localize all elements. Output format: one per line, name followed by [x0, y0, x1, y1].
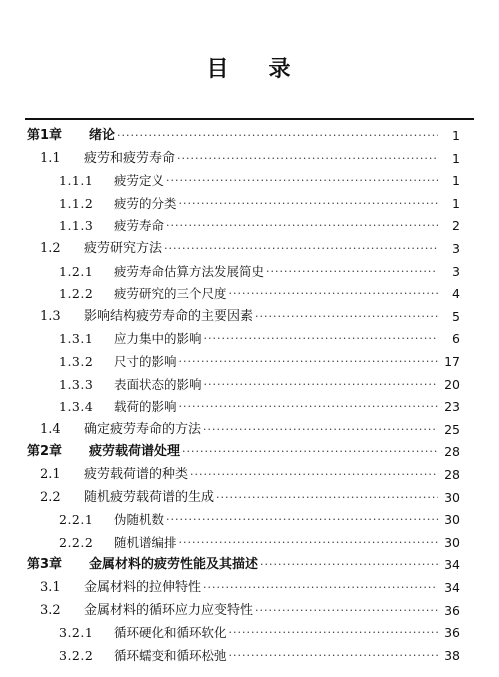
toc-section-entry[interactable]	[59, 261, 460, 283]
toc-leader-dots	[179, 193, 438, 215]
toc-section-entry[interactable]	[59, 622, 460, 644]
toc-entry-title: 循环硬化和循环软化	[114, 625, 227, 641]
toc-leader-dots	[164, 238, 438, 260]
title-divider	[25, 118, 474, 120]
toc-leader-dots	[229, 645, 438, 667]
toc-chapter-entry[interactable]	[27, 554, 460, 576]
page-title-right: 录	[268, 57, 293, 82]
toc-section-entry[interactable]	[59, 215, 460, 237]
toc-leader-dots	[204, 374, 438, 396]
toc-entry-page: 34	[444, 580, 460, 595]
toc-leader-dots	[117, 125, 438, 147]
toc-leader-dots	[179, 532, 438, 554]
toc-entry-title: 疲劳定义	[114, 173, 165, 189]
toc-leader-dots	[204, 328, 438, 350]
toc-leader-dots	[266, 261, 438, 283]
toc-entry-number: 3.1	[40, 580, 61, 595]
toc-entry-title: 疲劳和疲劳寿命	[84, 150, 176, 166]
toc-entry-page: 38	[444, 647, 460, 663]
toc-section-entry[interactable]	[59, 283, 460, 305]
toc-section-entry[interactable]	[59, 396, 460, 418]
toc-leader-dots	[255, 600, 438, 622]
toc-entry-number: 3.2	[40, 602, 61, 618]
toc-leader-dots	[190, 464, 438, 486]
toc-leader-dots	[203, 419, 438, 441]
toc-entry-title: 金属材料的循环应力应变特性	[84, 602, 254, 618]
toc-entry-page: 28	[444, 467, 460, 482]
toc-entry-page: 1	[452, 150, 460, 166]
toc-entry-page: 1	[452, 195, 460, 211]
toc-entry-number: 1.2.1	[59, 263, 94, 279]
toc-leader-dots	[182, 441, 438, 463]
toc-entry-number: 1.1.3	[59, 218, 94, 234]
toc-section-entry[interactable]	[59, 645, 460, 667]
toc-entry-title: 随机疲劳载荷谱的生成	[84, 489, 215, 505]
toc-entry-number: 3.2.2	[59, 647, 94, 663]
toc-section-entry[interactable]	[40, 148, 460, 170]
toc-entry-number: 1.1.2	[59, 195, 94, 211]
toc-entry-page: 2	[452, 218, 460, 234]
toc-entry-number: 1.3.3	[59, 376, 94, 392]
toc-leader-dots	[166, 215, 438, 237]
toc-section-entry[interactable]	[40, 238, 460, 260]
toc-section-entry[interactable]	[40, 600, 460, 622]
toc-entry-page: 1	[452, 173, 460, 189]
toc-entry-page: 17	[444, 354, 460, 369]
page-title-left: 目	[206, 57, 231, 82]
toc-section-entry[interactable]	[40, 419, 460, 441]
toc-entry-page: 36	[444, 602, 460, 618]
toc-entry-number: 第3章	[27, 557, 63, 573]
toc-entry-title: 疲劳载荷谱的种类	[84, 467, 189, 482]
toc-entry-number: 1.2	[40, 241, 61, 256]
toc-leader-dots	[229, 283, 438, 305]
toc-leader-dots	[179, 396, 438, 418]
toc-section-entry[interactable]	[59, 328, 460, 350]
toc-section-entry[interactable]	[59, 351, 460, 373]
toc-entry-title: 确定疲劳寿命的方法	[84, 421, 202, 437]
toc-entry-page: 6	[452, 331, 460, 347]
toc-entry-number: 2.2.1	[59, 512, 94, 528]
toc-entry-number: 第1章	[27, 128, 63, 143]
toc-entry-title: 伪随机数	[114, 512, 165, 528]
toc-entry-number: 1.1	[40, 150, 61, 166]
toc-entry-title: 金属材料的拉伸特性	[84, 580, 202, 595]
toc-section-entry[interactable]	[40, 577, 460, 599]
toc-entry-page: 34	[444, 557, 460, 573]
toc-entry-title: 循环蠕变和循环松弛	[114, 647, 227, 663]
toc-section-entry[interactable]	[59, 170, 460, 192]
toc-entry-number: 1.1.1	[59, 173, 94, 189]
toc-section-entry[interactable]	[40, 487, 460, 509]
toc-entry-page: 4	[452, 286, 460, 302]
toc-leader-dots	[260, 554, 438, 576]
toc-entry-number: 1.4	[40, 421, 61, 437]
toc-leader-dots	[177, 148, 438, 170]
toc-entry-title: 表面状态的影响	[114, 376, 202, 392]
toc-entry-page: 5	[452, 308, 460, 324]
toc-leader-dots	[203, 577, 438, 599]
toc-entry-title: 疲劳寿命	[114, 218, 165, 234]
toc-entry-number: 1.3.1	[59, 331, 94, 347]
toc-entry-title: 疲劳寿命估算方法发展简史	[114, 263, 265, 279]
toc-entry-number: 1.3.2	[59, 354, 94, 369]
toc-leader-dots	[255, 306, 438, 328]
toc-entry-page: 20	[444, 376, 460, 392]
toc-entry-title: 疲劳研究方法	[84, 241, 163, 256]
toc-leader-dots	[166, 170, 438, 192]
toc-entry-page: 30	[444, 534, 460, 550]
toc-leader-dots	[179, 351, 438, 373]
toc-entry-page: 30	[444, 489, 460, 505]
toc-entry-page: 23	[444, 399, 460, 415]
page-title	[0, 52, 499, 83]
toc-section-entry[interactable]	[59, 193, 460, 215]
toc-entry-title: 疲劳载荷谱处理	[89, 444, 181, 460]
toc-entry-number: 2.2	[40, 489, 61, 505]
toc-entry-number: 1.3	[40, 308, 61, 324]
toc-entry-number: 1.2.2	[59, 286, 94, 302]
toc-entry-page: 3	[452, 263, 460, 279]
toc-section-entry[interactable]	[59, 374, 460, 396]
toc-entry-title: 应力集中的影响	[114, 331, 202, 347]
toc-section-entry[interactable]	[40, 306, 460, 328]
toc-entry-page: 1	[452, 128, 460, 143]
toc-entry-number: 3.2.1	[59, 625, 94, 641]
toc-entry-title: 疲劳的分类	[114, 195, 177, 211]
toc-chapter-entry[interactable]	[27, 125, 460, 147]
toc-entry-title: 绪论	[89, 128, 116, 143]
toc-entry-number: 1.3.4	[59, 399, 94, 415]
toc-entry-page: 25	[444, 421, 460, 437]
toc-leader-dots	[216, 487, 438, 509]
toc-chapter-entry[interactable]	[27, 441, 460, 463]
toc-section-entry[interactable]	[40, 464, 460, 486]
toc-entry-title: 金属材料的疲劳性能及其描述	[89, 557, 259, 573]
toc-entry-page: 30	[444, 512, 460, 528]
toc-section-entry[interactable]	[59, 532, 460, 554]
toc-entry-number: 2.1	[40, 467, 61, 482]
toc-entry-page: 3	[452, 241, 460, 256]
toc-entry-title: 影响结构疲劳寿命的主要因素	[84, 308, 254, 324]
toc-entry-title: 载荷的影响	[114, 399, 177, 415]
toc-entry-number: 第2章	[27, 444, 63, 460]
toc-entry-page: 36	[444, 625, 460, 641]
toc-entry-title: 随机谱编排	[114, 534, 177, 550]
toc-leader-dots	[166, 509, 438, 531]
toc-section-entry[interactable]	[59, 509, 460, 531]
toc-leader-dots	[229, 622, 438, 644]
toc-entry-title: 疲劳研究的三个尺度	[114, 286, 227, 302]
toc-entry-number: 2.2.2	[59, 534, 94, 550]
toc-entry-title: 尺寸的影响	[114, 354, 177, 369]
toc-entry-page: 28	[444, 444, 460, 460]
